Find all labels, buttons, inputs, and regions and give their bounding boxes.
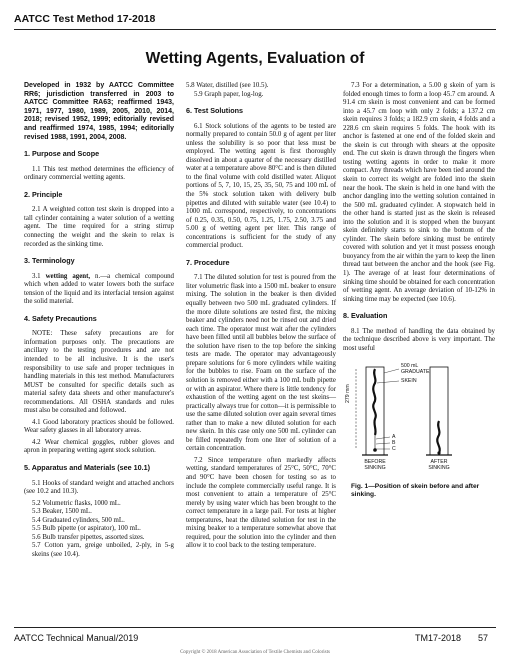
footer-rule <box>14 627 496 628</box>
test-method-header: AATCC Test Method 17-2018 <box>14 13 156 25</box>
cylinder-leader <box>384 369 399 373</box>
footer-method: TM17-2018 <box>415 633 462 643</box>
copyright-line: Copyright © 2018 American Association of Textile Chemists and Colorists <box>180 650 330 655</box>
section-heading-safety: 4. Safety Precautions <box>24 313 97 323</box>
label-b: B <box>392 440 396 447</box>
list-item: 5.3 Beaker, 1500 mL. <box>32 508 92 516</box>
list-item: 5.5 Bulb pipette (or aspirator), 100 mL. <box>32 525 141 533</box>
paragraph-5-1: 5.1 Hooks of standard weight and attached anchors (see 10.2 and 10.3). <box>24 479 174 496</box>
paragraph-2-1: 2.1 A weighted cotton test skein is dropped into a tall cylinder containing a water solution of a wetting agent. The time required for a string stirrup connecting the weight and the skein to relax is recorded as the sinking time. <box>24 206 174 248</box>
paragraph-4-2: 4.2 Wear chemical goggles, rubber gloves and apron in preparing wetting agent stock solution. <box>24 438 174 455</box>
label-c: C <box>392 446 396 453</box>
cylinder-label: 500 mL GRADUATE <box>401 363 430 376</box>
column-1 <box>24 82 174 559</box>
cylinder-after <box>430 367 448 455</box>
label-a: A <box>392 434 396 441</box>
paragraph-1-1: 1.1 This test method determines the efficiency of ordinary commercial wetting agents. <box>24 165 174 182</box>
definition-number: 3.1 <box>32 272 46 280</box>
footer-manual: AATCC Technical Manual/2019 <box>14 633 139 643</box>
list-item: 5.4 Graduated cylinders, 500 mL. <box>32 516 125 524</box>
section-heading-apparatus: 5. Apparatus and Materials (see 10.1) <box>24 463 150 473</box>
section-heading-procedure: 7. Procedure <box>186 257 230 267</box>
paragraph-7-3: 7.3 For a determination, a 5.00 g skein of yarn is folded enough times to form a loop 45.7 cm around. A 91.4 cm skein is most convenient and can be formed into a 45.7 cm loop with only 2 folds; a 137.2 cm skein requires 3 folds; a 182.9 cm skein, 4 folds and a 228.6 cm skein requires 5 folds. The hook with its anchor is fastened at one end of the folded skein and the skein is cut through with shears at the opposite end. The cut skein is drawn through the fingers when testing wetting agents in order to make it more compact. Any threads which have been tied around the skein to correct its weight are folded into the skein near the hook. The skein is held in one hand with the anchor dangling into the wetting solution contained in the 500 mL graduated cylinder. A stopwatch held in the other hand is started just as the skein is released into the solution and it is stopped when the buoyant skein definitely starts to sink to the bottom of the cylinder. The skein before sinking must be entirely covered with solution and yet it must possess enough buoyancy from the air within the yarn to keep the linen thread taut between the anchor and the hook (see Fig. 1). The average of at least four determinations of sinking time should be obtained for each concentration of wetting agent. An average deviation of 10-12% in sinking time may be expected (see 10.6). <box>343 82 495 303</box>
list-item: 5.8 Water, distilled (see 10.5). <box>186 82 269 89</box>
figure-caption: Fig. 1—Position of skein before and after sinking. <box>351 483 480 499</box>
history-note: Developed in 1932 by AATCC Committee RR6; jurisdiction transferred in 2003 to AATCC Committee RA63; reaffirmed 1943, 1971, 1977, 1980, 1989, 2005, 2010, 2014, 2018; revised 1952, 1999; editorially revised and reaffirmed 1974, 1985, 1994; editorially revised 1988, 1991, 2004, 2008. <box>24 82 174 141</box>
depth-label: 279 mm <box>345 384 351 404</box>
section-heading-principle: 2. Principle <box>24 189 63 199</box>
header-rule <box>14 29 496 30</box>
column-3 <box>343 82 495 499</box>
section-heading-purpose: 1. Purpose and Scope <box>24 149 100 159</box>
column-2 <box>186 82 336 554</box>
a-leader <box>376 437 390 439</box>
section-heading-solutions: 6. Test Solutions <box>186 106 243 116</box>
defined-term: wetting agent, <box>45 272 91 280</box>
b-leader <box>376 443 390 444</box>
paragraph-8-1: 8.1 The method of handling the data obtained by the technique described above is very important. The most useful <box>343 327 495 352</box>
anchor-after <box>437 452 440 455</box>
section-heading-evaluation: 8. Evaluation <box>343 311 388 321</box>
section-heading-terminology: 3. Terminology <box>24 256 75 266</box>
list-item: 5.2 Volumetric flasks, 1000 mL. <box>32 499 121 507</box>
page-title: Wetting Agents, Evaluation of <box>145 50 365 67</box>
paragraph-7-2: 7.2 Since temperature often markedly affects wetting, standard temperatures of 25°C, 50°C, 70°C and 90°C have been chosen for testing so as to include the complete commercially useful range. It is most convenient to attain a temperature of 25°C merely by using water which has been brought to the correct temperature in a large pail. For tests at higher temperatures, heat the diluted solution for test in the mixing beaker to a temperature somewhat above that required, pour the solution into the cylinder and then allow it to cool back to the testing temperature. <box>186 456 336 550</box>
safety-note: NOTE: These safety precautions are for information purposes only. The precautions are ancillary to the testing procedures and are not intended to be all inclusive. It is the user's responsibility to use safe and proper techniques in handling materials in this test method. Manufacturers MUST be consulted for specific details such as material safety data sheets and other manufacturer's recommendations. All OSHA standards and rules must also be consulted and followed. <box>24 330 174 415</box>
list-item: 5.9 Graph paper, log-log. <box>194 90 264 98</box>
paragraph-7-1: 7.1 The diluted solution for test is poured from the liter volumetric flask into a 1500 mL beaker to ensure mixing. The solution in the beaker is then divided equally between two 500 mL graduated cylinders. If the more dilute solutions are tested first, the mixing beaker and cylinders need not be rinsed out and dried each time. The operator must wait after the cylinders have been filled until all bubbles below the surface of the solution have risen to the top before the sinking tests are made. The operator may advantageously prepare solutions for 6 more cylinders while waiting for the bubbles to rise. Foam on the surface of the solution is removed either with a 100 mL bulb pipette or with an aspirator. Where there is little tendency for exhaustion of the wetting agent on the test skeins—practically always true for cotton—it is permissible to use the same diluted solution over again several times rather than to make a new diluted solution for each new skein. In this case only one 500 mL cylinder can be filled repeatedly from one liter of solution of a certain concentration. <box>186 274 336 453</box>
after-sinking-label: AFTER SINKING <box>428 459 450 472</box>
skein-after <box>437 421 440 453</box>
list-item: 5.6 Bulb transfer pipettes, assorted sizes. <box>32 533 145 541</box>
page-number: 57 <box>478 633 489 643</box>
paragraph-6-1: 6.1 Stock solutions of the agents to be tested are normally prepared to contain 50.0 g of agent per liter unless the solubility is so poor that less must be employed. The wetting agent is first thoroughly dissolved in about a quarter of the necessary distilled water at a temperature above 80°C and is then diluted to the final volume with cold distilled water. Aliquot portions of 5, 7, 10, 15, 25, 35, 50, 75 and 100 mL of the 5% stock solution taken with delivery bulb pipettes and diluted with suitable water (see 10.4) to 1000 mL correspond, respectively, to concentrations of 0.25, 0.35, 0.50, 0.75, 1.25, 1.75, 2.50, 3.75 and 5.00 g of wetting agent per liter. This range of concentrations is sufficient for the study of any commercial product. <box>186 122 336 250</box>
before-sinking-label: BEFORE SINKING <box>364 459 386 472</box>
paragraph-3-1 <box>24 273 174 307</box>
paragraph-4-1: 4.1 Good laboratory practices should be followed. Wear safety glasses in all laboratory areas. <box>24 418 174 435</box>
list-item: 5.7 Cotton yarn, greige unboiled, 2-ply, in 5-g skeins (see 10.4). <box>32 542 174 558</box>
skein-leader <box>377 381 399 383</box>
anchor-before <box>373 449 377 453</box>
skein-label: SKEIN <box>401 378 417 385</box>
definition-text: n.—a chemical compound which when added to water lowers both the surface tension of the liquid and its interfacial tension against the solid material. <box>24 272 175 306</box>
figure-1 <box>343 359 495 479</box>
skein-before <box>373 369 376 435</box>
